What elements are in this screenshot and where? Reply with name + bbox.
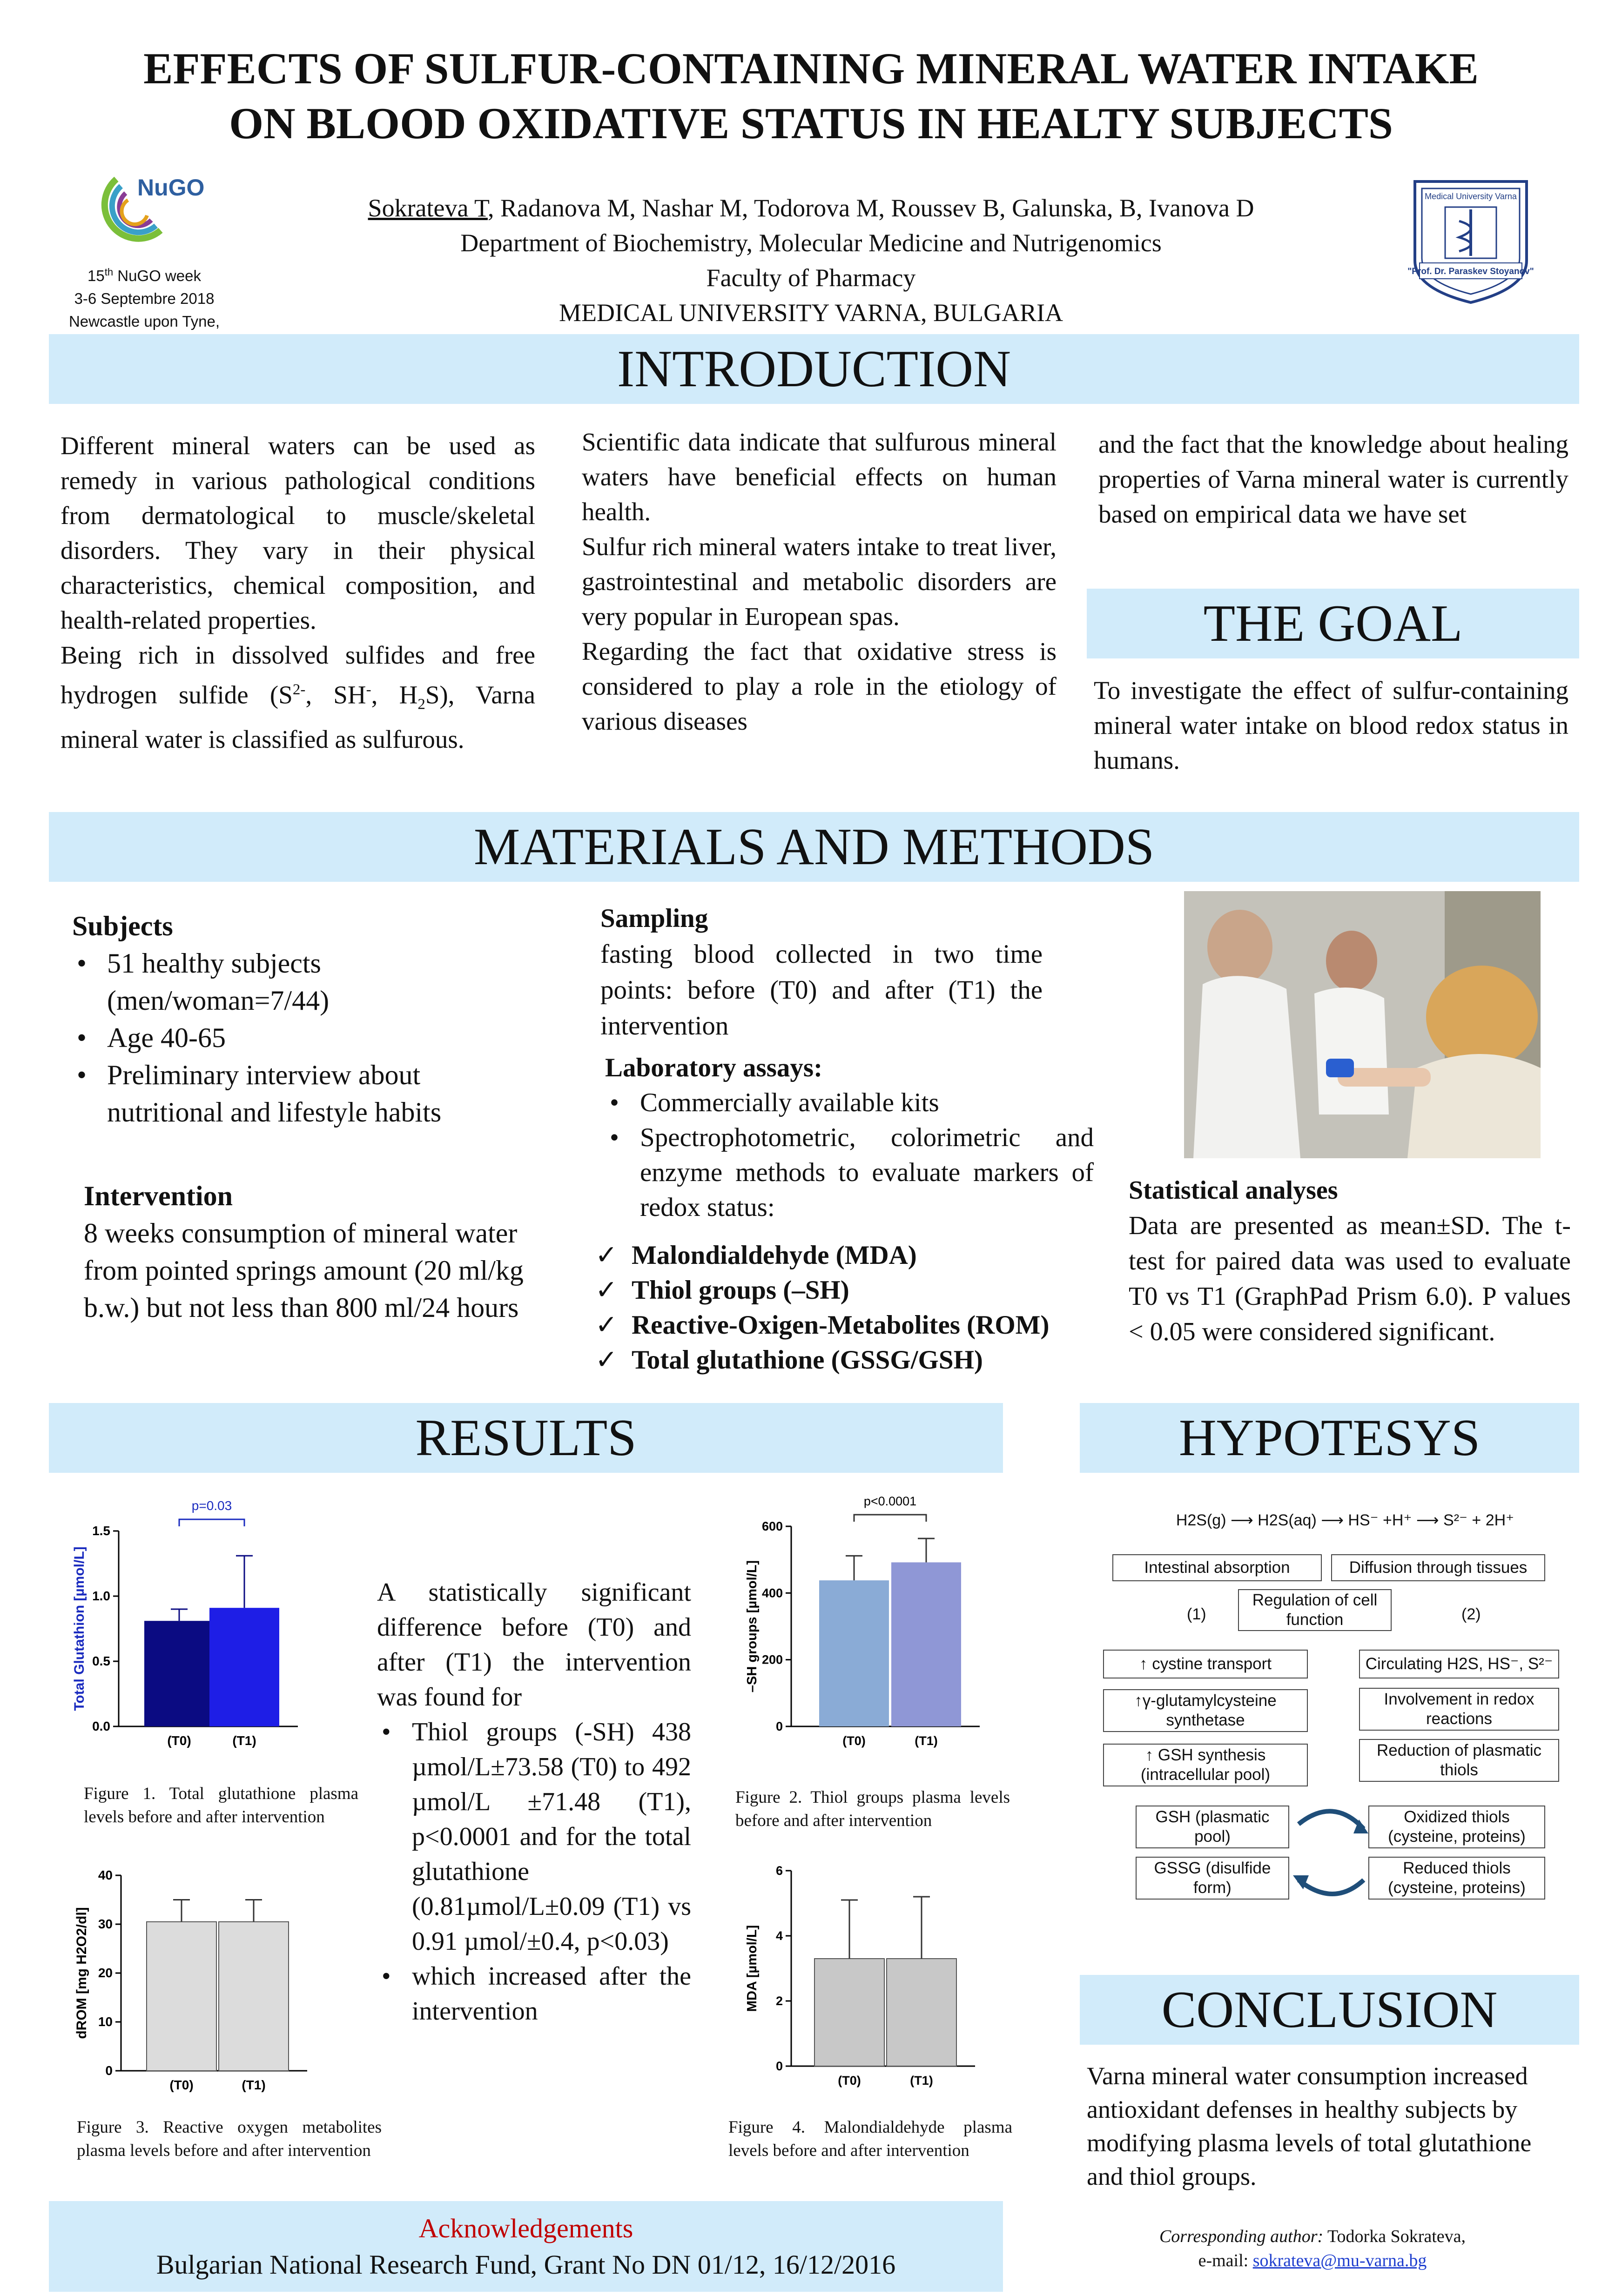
diffusion-box: Diffusion through tissues: [1331, 1554, 1545, 1581]
bar: [891, 1562, 961, 1726]
intro-column-3: [1098, 427, 1568, 531]
assays-heading: Laboratory assays:: [605, 1053, 823, 1082]
markers-list: [593, 1238, 1105, 1377]
subjects-block: [72, 907, 519, 1131]
stats-text: Data are presented as mean±SD. The t-test for paired data was used to evaluate T0 vs T1 (GraphPad Prism 6.0). P values < 0.05 were considered significant.: [1129, 1211, 1571, 1346]
bar: [144, 1621, 214, 1726]
reduced-thiols-box: Reduced thiols (cysteine, proteins): [1368, 1857, 1545, 1900]
involvement-box: Involvement in redox reactions: [1359, 1688, 1559, 1731]
intro-paragraph-5: Regarding the fact that oxidative stress is considered to play a role in the etiology of various diseases: [582, 637, 1057, 735]
stats-heading: Statistical analyses: [1129, 1176, 1338, 1205]
university: MEDICAL UNIVERSITY VARNA, BULGARIA: [559, 299, 1063, 327]
figure-1-caption: Figure 1. Total glutathione plasma levels before and after intervention: [84, 1784, 358, 1826]
sampling-block: [600, 900, 1043, 1044]
intro-paragraph-2: Being rich in dissolved sulfides and free hydrogen sulfide ($S^{2-}$, SH-, $H_2S$), Varna mineral water is classified as sulfurous.: [61, 641, 536, 754]
intro-paragraph-3: Scientific data indicate that sulfurous mineral waters have beneficial effects on human health.: [582, 428, 1057, 526]
bar: [219, 1922, 289, 2071]
blood-sampling-photo: [1184, 891, 1541, 1158]
y-tick-label: 20: [98, 1966, 113, 1980]
stats-block: [1129, 1173, 1571, 1349]
first-author: Sokrateva T: [368, 194, 488, 222]
figure-2-svg: [726, 1484, 1029, 1764]
bar: [147, 1922, 216, 2071]
x-tick-label: (T1): [242, 2078, 266, 2092]
nugo-logo-text: NuGO: [137, 175, 205, 201]
email-link[interactable]: sokrateva@mu-varna.bg: [1252, 2251, 1427, 2270]
bar: [814, 1959, 884, 2066]
subjects-item: • Preliminary interview about nutritional and lifestyle habits: [72, 1056, 519, 1131]
y-tick-label: 600: [761, 1519, 783, 1533]
intro-paragraph-4: Sulfur rich mineral waters intake to treat liver, gastrointestinal and metabolic disorders are very popular in European spas.: [582, 532, 1057, 631]
x-tick-label: (T0): [169, 2078, 194, 2092]
acknowledgements-text: Bulgarian National Research Fund, Grant No DN 01/12, 16/12/2016: [156, 2249, 896, 2280]
hypothesis-heading: HYPOTESYS: [1080, 1403, 1579, 1473]
figure-3-chart: [70, 1852, 349, 2113]
oxidized-thiols-box: Oxidized thiols (cysteine, proteins): [1368, 1806, 1545, 1848]
results-intro: A statistically significant difference before (T0) and after (T1) the intervention was found for: [377, 1578, 691, 1712]
y-tick-label: 40: [98, 1868, 113, 1882]
cystine-transport-box: ↑ cystine transport: [1103, 1650, 1308, 1678]
y-tick-label: 1.0: [92, 1589, 110, 1603]
introduction-heading: INTRODUCTION: [49, 334, 1579, 404]
intervention-text: 8 weeks consumption of mineral water from pointed springs amount (20 ml/kg b.w.) but not less than 800 ml/24 hours: [84, 1218, 524, 1323]
acknowledgements-band: [49, 2201, 1003, 2292]
x-tick-label: (T1): [232, 1733, 256, 1748]
figure-3-caption: Figure 3. Reactive oxygen metabolites plasma levels before and after intervention: [77, 2118, 382, 2160]
reduction-box: Reduction of plasmatic thiols: [1359, 1739, 1559, 1782]
markers-block: [593, 1238, 1105, 1377]
cycle-arrows-icon: [1098, 1508, 1564, 1901]
subjects-item: • 51 healthy subjects (men/woman=7/44): [72, 945, 519, 1019]
co-authors: , Radanova M, Nashar M, Todorova M, Roussev B, Galunska, B, Ivanova D: [487, 194, 1254, 222]
figure-4-chart: [726, 1847, 1029, 2108]
corresponding-label: Corresponding author:: [1159, 2227, 1324, 2246]
y-tick-label: 200: [761, 1652, 783, 1667]
sampling-text: fasting blood collected in two time points: before (T0) and after (T1) the intervention: [600, 940, 1043, 1041]
y-tick-label: 0: [775, 2059, 783, 2073]
significance-bracket: [179, 1519, 244, 1526]
figure-2-caption: Figure 2. Thiol groups plasma levels before and after intervention: [735, 1788, 1010, 1830]
intestinal-absorption-box: Intestinal absorption: [1112, 1554, 1322, 1581]
y-tick-label: 10: [98, 2014, 113, 2029]
x-tick-label: (T0): [842, 1734, 866, 1748]
nugo-logo: [84, 161, 209, 254]
y-tick-label: 0: [775, 1719, 783, 1733]
intervention-block: [84, 1177, 531, 1326]
y-tick-label: 1.5: [92, 1524, 110, 1538]
assays-list: [605, 1085, 1094, 1225]
assays-item: • Spectrophotometric, colorimetric and enzyme methods to evaluate markers of redox status:: [605, 1120, 1094, 1225]
label-2: (2): [1461, 1605, 1481, 1623]
hypothesis-diagram: [1098, 1508, 1564, 1899]
marker-item: ✓ Malondialdehyde (MDA): [593, 1238, 1105, 1273]
y-tick-label: 0: [105, 2063, 113, 2078]
email-label: e-mail:: [1198, 2251, 1253, 2270]
author-list: [261, 191, 1361, 226]
subjects-heading: Subjects: [72, 911, 173, 941]
sampling-heading: Sampling: [600, 904, 708, 933]
figure-1-svg: [70, 1484, 349, 1754]
conclusion-text: Varna mineral water consumption increased antioxidant defenses in healthy subjects by modifying plasma levels of total glutathione and thiol groups.: [1087, 2062, 1532, 2190]
university-seal-icon: [1401, 168, 1541, 307]
label-1: (1): [1187, 1605, 1206, 1623]
y-tick-label: 400: [761, 1586, 783, 1600]
intro-paragraph-1: Different mineral waters can be used as remedy in various pathological conditions from dermatological to muscle/skeletal disorders. They vary in their physical characteristics, chemical composition, and health-related properties.: [61, 431, 535, 634]
corresponding-author: [1080, 2224, 1545, 2273]
bar: [887, 1959, 956, 2066]
intervention-heading: Intervention: [84, 1181, 233, 1211]
circulating-box: Circulating H2S, HS⁻, S²⁻: [1359, 1650, 1559, 1678]
faculty: Faculty of Pharmacy: [706, 264, 916, 292]
title-line-1: EFFECTS OF SULFUR-CONTAINING MINERAL WATER INTAKE: [143, 44, 1479, 93]
results-item: • Thiol groups (-SH) 438 µmol/L±73.58 (T0) to 492 µmol/L ±71.48 (T1), p<0.0001 and for the total glutathione (0.81µmol/L±0.09 (T1) vs 0.91 µmol/±0.4, p<0.03): [377, 1715, 691, 1959]
intro-column-2: [582, 424, 1057, 738]
significance-bracket: [854, 1515, 926, 1522]
x-tick-label: (T1): [915, 1734, 938, 1748]
x-tick-label: (T0): [167, 1733, 191, 1748]
y-tick-label: 0.5: [92, 1654, 110, 1668]
y-tick-label: 6: [775, 1864, 783, 1878]
assays-block: [605, 1050, 1094, 1225]
bar: [209, 1608, 279, 1726]
subjects-list: [72, 945, 519, 1131]
results-heading: RESULTS: [49, 1403, 1003, 1473]
gsh-synthesis-box: ↑ GSH synthesis (intracellular pool): [1103, 1744, 1308, 1786]
results-text: [377, 1575, 691, 2029]
methods-heading: MATERIALS AND METHODS: [49, 812, 1579, 882]
goal-text: To investigate the effect of sulfur-containing mineral water intake on blood redox status in humans.: [1094, 676, 1568, 774]
figure-2-chart: [726, 1484, 1029, 1764]
significance-label: p<0.0001: [863, 1494, 917, 1508]
bar: [819, 1580, 889, 1726]
y-axis-label: –SH groups [µmol/L]: [745, 1560, 760, 1693]
y-tick-label: 2: [775, 1994, 783, 2008]
meeting-week: 15th NuGO week: [87, 266, 201, 284]
figure-1-chart: [70, 1484, 349, 1754]
acknowledgements-heading: Acknowledgements: [418, 2213, 633, 2243]
marker-item: ✓ Reactive-Oxigen-Metabolites (ROM): [593, 1308, 1105, 1343]
conclusion-heading: CONCLUSION: [1080, 1975, 1579, 2045]
figure-4-caption: Figure 4. Malondialdehyde plasma levels before and after intervention: [728, 2118, 1012, 2160]
marker-item: ✓ Total glutathione (GSSG/GSH): [593, 1343, 1105, 1377]
seal-bottom-text: "Prof. Dr. Paraskev Stoyanov": [1407, 267, 1534, 276]
gsh-box: GSH (plasmatic pool): [1136, 1806, 1289, 1848]
seal-top-text: Medical University Varna: [1425, 192, 1517, 201]
blood-sampling-photo-icon: [1184, 891, 1541, 1158]
ggt-box: ↑γ-glutamylcysteine synthetase: [1103, 1689, 1308, 1732]
results-list: [377, 1715, 691, 2029]
nugo-logo-icon: [84, 161, 209, 254]
meeting-location: Newcastle upon Tyne,: [68, 313, 220, 330]
figure-4-svg: [726, 1847, 1029, 2108]
y-axis-label: dROM [mg H2O2/dl]: [74, 1907, 89, 2039]
figure-3-svg: [70, 1852, 349, 2113]
y-tick-label: 0.0: [92, 1719, 110, 1733]
university-seal: [1401, 168, 1541, 307]
meeting-dates: 3-6 Septembre 2018: [74, 290, 215, 307]
y-axis-label: Total Glutathion [µmol/L]: [72, 1546, 87, 1711]
x-tick-label: (T1): [910, 2074, 933, 2088]
poster-title: [0, 41, 1622, 151]
y-tick-label: 4: [775, 1929, 783, 1943]
reaction-equation: H2S(g) ⟶ H2S(aq) ⟶ HS⁻ +H⁺ ⟶ S²⁻ + 2H⁺: [1176, 1511, 1514, 1529]
significance-label: p=0.03: [191, 1498, 232, 1513]
title-line-2: ON BLOOD OXIDATIVE STATUS IN HEALTY SUBJECTS: [229, 99, 1393, 148]
authors-block: [261, 191, 1361, 330]
subjects-item: • Age 40-65: [72, 1019, 519, 1056]
corresponding-name: Todorka Sokrateva,: [1323, 2227, 1466, 2246]
assays-item: • Commercially available kits: [605, 1085, 1094, 1120]
intro-paragraph-6: and the fact that the knowledge about healing properties of Varna mineral water is currently based on empirical data we have set: [1098, 430, 1568, 528]
marker-item: ✓ Thiol groups (–SH): [593, 1273, 1105, 1308]
results-item: • which increased after the intervention: [377, 1959, 691, 2029]
intro-column-1: [61, 428, 535, 757]
x-tick-label: (T0): [838, 2074, 861, 2088]
goal-heading: THE GOAL: [1087, 589, 1579, 658]
y-axis-label: MDA [µmol/L]: [745, 1925, 760, 2012]
gssg-box: GSSG (disulfide form): [1136, 1857, 1289, 1900]
regulation-box: Regulation of cell function: [1238, 1589, 1392, 1631]
department: Department of Biochemistry, Molecular Medicine and Nutrigenomics: [460, 229, 1162, 257]
y-tick-label: 30: [98, 1917, 113, 1931]
